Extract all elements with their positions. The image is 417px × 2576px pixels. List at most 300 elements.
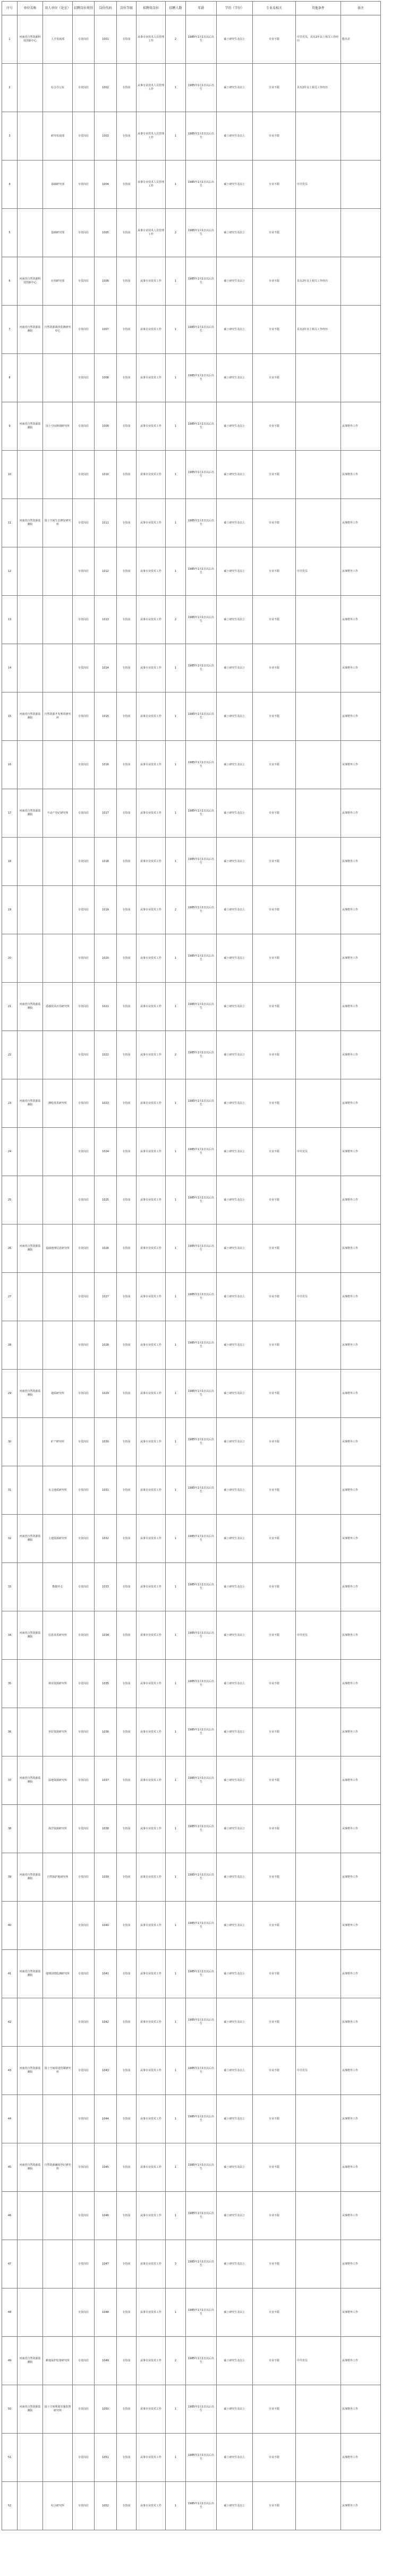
table-cell: 从事野外工作 xyxy=(341,1902,381,1950)
table-cell: 专业不限 xyxy=(253,2047,296,2095)
table-cell xyxy=(296,934,341,983)
table-cell: 1040 xyxy=(95,1902,117,1950)
table-cell: 1985年1月1日以后出生 xyxy=(186,1660,217,1708)
table-cell: 1985年1月1日以后出生 xyxy=(186,15,217,64)
table-cell: 1 xyxy=(166,934,186,983)
table-cell xyxy=(296,1708,341,1756)
table-cell: 1 xyxy=(166,1370,186,1418)
table-cell xyxy=(43,354,73,402)
table-cell: 1044 xyxy=(95,2095,117,2143)
table-cell: 从事专业技术工作 xyxy=(137,644,166,692)
table-cell: 1033 xyxy=(95,1563,117,1611)
table-cell: 专技岗 xyxy=(117,1418,137,1466)
table-cell: 专业不限 xyxy=(253,596,296,644)
table-cell: 专业不限 xyxy=(253,547,296,596)
table-cell: 专技岗位 xyxy=(73,1611,95,1660)
table-row xyxy=(2,2095,381,2143)
table-cell xyxy=(43,2434,73,2482)
header-cell: 序号 xyxy=(2,2,18,15)
table-cell xyxy=(341,112,381,161)
table-cell: 11 xyxy=(2,499,18,547)
table-cell: 专技岗 xyxy=(117,1998,137,2047)
table-cell: 专技岗位 xyxy=(73,2095,95,2143)
table-cell xyxy=(43,1321,73,1370)
table-cell: 从事野外工作 xyxy=(341,1515,381,1563)
table-cell: 1985年1月1日以后出生 xyxy=(186,2434,217,2482)
table-cell: 1 xyxy=(166,1660,186,1708)
table-cell: 1045 xyxy=(95,2143,117,2192)
table-cell: 专技岗 xyxy=(117,789,137,838)
table-cell: 1002 xyxy=(95,64,117,112)
table-cell: 42 xyxy=(2,1998,18,2047)
table-cell: 43 xyxy=(2,2047,18,2095)
table-cell: 专业不限 xyxy=(253,1756,296,1805)
table-cell: 专技岗位 xyxy=(73,644,95,692)
table-cell: 专业不限 xyxy=(253,15,296,64)
table-cell: 专技岗 xyxy=(117,1660,137,1708)
table-cell: 专业不限 xyxy=(253,257,296,306)
table-cell: 专技岗 xyxy=(117,354,137,402)
table-cell xyxy=(296,2288,341,2337)
table-cell: 专技岗 xyxy=(117,1079,137,1128)
table-cell: 1985年1月1日以后出生 xyxy=(186,209,217,257)
table-cell xyxy=(18,1708,43,1756)
table-cell: 2 xyxy=(166,596,186,644)
table-cell: 1985年1月1日以后出生 xyxy=(186,1708,217,1756)
table-cell: 专业不限 xyxy=(253,1708,296,1756)
table-cell: 中共党员 xyxy=(296,2337,341,2385)
table-cell: 专技岗位 xyxy=(73,789,95,838)
table-cell: 河南省自然资源监测院 xyxy=(18,789,43,838)
table-cell: 专技岗 xyxy=(117,1370,137,1418)
table-cell: 专业不限 xyxy=(253,354,296,402)
table-cell: 39 xyxy=(2,1853,18,1902)
table-cell: 1017 xyxy=(95,789,117,838)
table-cell: 从事野外工作 xyxy=(341,692,381,741)
table-cell: 从事专业技术工作 xyxy=(137,2192,166,2240)
table-cell: 专技岗位 xyxy=(73,692,95,741)
table-cell xyxy=(296,1902,341,1950)
table-cell: 从事野外工作 xyxy=(341,2482,381,2530)
table-cell: 河南省自然资源监测院 xyxy=(18,1950,43,1998)
table-cell: 专技岗位 xyxy=(73,499,95,547)
table-cell: 35 xyxy=(2,1660,18,1708)
table-cell: 1985年1月1日以后出生 xyxy=(186,64,217,112)
table-cell: 专技岗位 xyxy=(73,209,95,257)
table-cell: 硕士研究生及以上 xyxy=(217,1176,253,1224)
table-cell: 硕士研究生及以上 xyxy=(217,1224,253,1273)
table-cell xyxy=(18,354,43,402)
table-cell: 2 xyxy=(166,15,186,64)
table-cell: 硕士研究生及以上 xyxy=(217,2288,253,2337)
table-cell: 1985年1月1日以后出生 xyxy=(186,1563,217,1611)
table-cell: 1985年1月1日以后出生 xyxy=(186,1273,217,1321)
table-row xyxy=(2,2337,381,2385)
table-cell: 专业不限 xyxy=(253,1563,296,1611)
table-cell: 河南省自然资源监测院 xyxy=(18,2385,43,2434)
table-cell: 专业不限 xyxy=(253,741,296,789)
table-cell: 1 xyxy=(166,1902,186,1950)
table-cell: 从事专业技术人员管理工作 xyxy=(137,161,166,209)
table-cell: 专技岗 xyxy=(117,161,137,209)
table-cell: 25 xyxy=(2,1176,18,1224)
table-cell: 河南省自然资源监测院 xyxy=(18,1611,43,1660)
table-cell: 12 xyxy=(2,547,18,596)
table-cell: 基础地理信息研究所 xyxy=(43,1224,73,1273)
table-cell: 专技岗位 xyxy=(73,1950,95,1998)
table-cell: 1985年1月1日以后出生 xyxy=(186,2095,217,2143)
table-cell: 1985年1月1日以后出生 xyxy=(186,257,217,306)
table-row xyxy=(2,1273,381,1321)
table-cell: 专业不限 xyxy=(253,2288,296,2337)
table-cell: 硕士研究生及以上 xyxy=(217,451,253,499)
table-cell: 1031 xyxy=(95,1466,117,1515)
table-cell: 测绘技术研究所 xyxy=(43,1079,73,1128)
table-cell: 水文地质研究所 xyxy=(43,1466,73,1515)
table-row xyxy=(2,692,381,741)
table-cell: 专业不限 xyxy=(253,838,296,886)
table-cell: 5 xyxy=(2,209,18,257)
table-cell xyxy=(43,596,73,644)
table-cell: 专技岗 xyxy=(117,1708,137,1756)
table-cell: 专业不限 xyxy=(253,1418,296,1466)
table-cell: 专业不限 xyxy=(253,1805,296,1853)
table-cell: 从事专业技术工作 xyxy=(137,1950,166,1998)
recruitment-table xyxy=(2,1,381,2530)
table-cell: 1004 xyxy=(95,161,117,209)
table-cell: 从事野外工作 xyxy=(341,1466,381,1515)
table-cell: 硕士研究生及以上 xyxy=(217,2385,253,2434)
table-cell: 硕士研究生及以上 xyxy=(217,1273,253,1321)
table-cell xyxy=(18,547,43,596)
table-cell: 26 xyxy=(2,1224,18,1273)
table-cell: 从事专业技术人员管理工作 xyxy=(137,209,166,257)
table-cell: 1985年1月1日以后出生 xyxy=(186,2047,217,2095)
table-cell xyxy=(296,1950,341,1998)
table-cell xyxy=(296,1031,341,1079)
table-cell: 从事野外工作 xyxy=(341,2288,381,2337)
table-cell: 1 xyxy=(166,402,186,451)
table-cell: 从事专业技术工作 xyxy=(137,1611,166,1660)
table-cell: 1985年1月1日以后出生 xyxy=(186,1418,217,1466)
table-cell: 1985年1月1日以后出生 xyxy=(186,112,217,161)
table-cell: 30 xyxy=(2,1418,18,1466)
table-cell: 从事野外工作 xyxy=(341,1563,381,1611)
table-cell: 信息技术研究所 xyxy=(43,1611,73,1660)
table-cell: 1985年1月1日以后出生 xyxy=(186,2192,217,2240)
table-cell: 硕士研究生及以上 xyxy=(217,789,253,838)
table-cell: 从事野外工作 xyxy=(341,1273,381,1321)
table-cell xyxy=(18,1805,43,1853)
table-cell: 硕士研究生及以上 xyxy=(217,402,253,451)
table-cell: 2 xyxy=(166,886,186,934)
table-cell: 专业不限 xyxy=(253,1660,296,1708)
table-cell: 专技岗位 xyxy=(73,64,95,112)
table-cell: 专技岗位 xyxy=(73,1805,95,1853)
table-cell: 从事野外工作 xyxy=(341,934,381,983)
table-cell: 从事专业技术工作 xyxy=(137,2434,166,2482)
table-row xyxy=(2,1563,381,1611)
table-cell xyxy=(18,1563,43,1611)
table-cell: 专技岗 xyxy=(117,692,137,741)
table-row xyxy=(2,15,381,64)
table-cell xyxy=(296,209,341,257)
table-cell: 1 xyxy=(166,64,186,112)
table-cell: 1985年1月1日以后出生 xyxy=(186,1611,217,1660)
table-cell xyxy=(18,209,43,257)
table-cell xyxy=(43,644,73,692)
table-cell: 专技岗 xyxy=(117,1950,137,1998)
table-cell: 专技岗 xyxy=(117,2337,137,2385)
table-cell: 从事专业技术工作 xyxy=(137,1708,166,1756)
table-cell: 专业不限 xyxy=(253,306,296,354)
table-cell: 6 xyxy=(2,257,18,306)
table-cell: 专技岗 xyxy=(117,1031,137,1079)
table-cell: 硕士研究生及以上 xyxy=(217,306,253,354)
table-cell xyxy=(18,1176,43,1224)
header-row xyxy=(2,2,381,15)
table-cell: 1 xyxy=(166,306,186,354)
table-row xyxy=(2,64,381,112)
table-cell xyxy=(43,2192,73,2240)
header-cell: 用人单位（处室） xyxy=(43,2,73,15)
table-cell: 专技岗 xyxy=(117,596,137,644)
table-cell: 1985年1月1日以后出生 xyxy=(186,983,217,1031)
table-cell: 专业不限 xyxy=(253,451,296,499)
table-cell: 专技岗位 xyxy=(73,2288,95,2337)
table-cell: 1985年1月1日以后出生 xyxy=(186,2288,217,2337)
table-cell: 专技岗位 xyxy=(73,112,95,161)
table-cell: 自然资源调查监测研究中心 xyxy=(43,306,73,354)
table-cell xyxy=(18,934,43,983)
table-cell: 从事专业技术工作 xyxy=(137,1418,166,1466)
table-row xyxy=(2,402,381,451)
table-cell xyxy=(296,1466,341,1515)
table-cell: 从事野外工作 xyxy=(341,1950,381,1998)
table-cell: 专业不限 xyxy=(253,1079,296,1128)
table-cell: 从事专业技术工作 xyxy=(137,1321,166,1370)
table-cell: 硕士研究生及以上 xyxy=(217,1466,253,1515)
table-cell: 国土空间规划研究所 xyxy=(43,402,73,451)
table-cell: 1 xyxy=(166,1708,186,1756)
table-cell: 1985年1月1日以后出生 xyxy=(186,838,217,886)
table-cell: 1 xyxy=(166,692,186,741)
table-cell: 硕士研究生及以上 xyxy=(217,2143,253,2192)
table-cell: 中共党员 xyxy=(296,1128,341,1176)
table-cell: 硕士研究生及以上 xyxy=(217,596,253,644)
table-cell: 从事野外工作 xyxy=(341,1370,381,1418)
table-cell: 专技岗 xyxy=(117,2240,137,2288)
table-cell: 从事专业技术工作 xyxy=(137,934,166,983)
table-cell: 专技岗 xyxy=(117,1176,137,1224)
table-cell: 专技岗位 xyxy=(73,547,95,596)
table-cell: 硕士研究生及以上 xyxy=(217,547,253,596)
table-cell: 7 xyxy=(2,306,18,354)
table-row xyxy=(2,983,381,1031)
table-cell: 1039 xyxy=(95,1853,117,1902)
table-cell: 1 xyxy=(166,1853,186,1902)
table-cell: 2 xyxy=(166,1031,186,1079)
header-cell: 年龄 xyxy=(186,2,217,15)
table-cell: 专技岗 xyxy=(117,1128,137,1176)
table-cell: 从事野外工作 xyxy=(341,2095,381,2143)
table-cell: 河南省自然资源监测院 xyxy=(18,402,43,451)
table-cell: 专业不限 xyxy=(253,692,296,741)
table-cell xyxy=(296,1805,341,1853)
table-cell: 专技岗位 xyxy=(73,451,95,499)
table-cell: 专技岗 xyxy=(117,547,137,596)
table-cell: 1985年1月1日以后出生 xyxy=(186,1756,217,1805)
table-cell: 1985年1月1日以后出生 xyxy=(186,1853,217,1902)
table-cell xyxy=(296,741,341,789)
table-row xyxy=(2,1224,381,1273)
table-cell: 专技岗 xyxy=(117,2047,137,2095)
table-cell: 3 xyxy=(2,112,18,161)
table-cell: 硕士研究生及以上 xyxy=(217,2337,253,2385)
table-cell: 专技岗位 xyxy=(73,1660,95,1708)
table-cell: 38 xyxy=(2,1805,18,1853)
table-cell: 专业不限 xyxy=(253,1273,296,1321)
table-cell: 从事专业技术工作 xyxy=(137,1805,166,1853)
table-cell xyxy=(43,547,73,596)
table-cell: 专业不限 xyxy=(253,1176,296,1224)
table-cell: 1985年1月1日以后出生 xyxy=(186,1128,217,1176)
table-cell: 从事专业技术工作 xyxy=(137,1998,166,2047)
table-cell: 专技岗位 xyxy=(73,1853,95,1902)
table-cell: 1985年1月1日以后出生 xyxy=(186,1321,217,1370)
table-cell: 从事专业技术工作 xyxy=(137,1128,166,1176)
table-cell: 1 xyxy=(166,2434,186,2482)
table-cell: 1025 xyxy=(95,1176,117,1224)
table-cell: 1 xyxy=(166,2192,186,2240)
table-cell: 4 xyxy=(2,161,18,209)
table-cell: 数据中心 xyxy=(43,1563,73,1611)
table-cell: 专业不限 xyxy=(253,2337,296,2385)
table-cell: 1 xyxy=(166,2482,186,2530)
table-cell: 8 xyxy=(2,354,18,402)
table-cell: 专业不限 xyxy=(253,1515,296,1563)
table-cell: 1038 xyxy=(95,1805,117,1853)
table-cell: 中共党员，具有2年以上相关工作经历 xyxy=(296,15,341,64)
table-row xyxy=(2,161,381,209)
table-cell xyxy=(296,499,341,547)
table-cell: 专技岗 xyxy=(117,2288,137,2337)
table-cell: 河南省自然资源监测院 xyxy=(18,983,43,1031)
table-cell: 从事专业技术工作 xyxy=(137,499,166,547)
table-cell: 46 xyxy=(2,2192,18,2240)
table-cell: 硕士研究生及以上 xyxy=(217,2192,253,2240)
table-cell xyxy=(296,596,341,644)
table-cell: 河南省自然资源监测院 xyxy=(18,1756,43,1805)
table-cell: 从事专业技术工作 xyxy=(137,1902,166,1950)
table-cell: 从事专业技术工作 xyxy=(137,257,166,306)
table-cell: 专技岗 xyxy=(117,1321,137,1370)
table-cell: 从事野外工作 xyxy=(341,1079,381,1128)
table-cell: 专技岗 xyxy=(117,209,137,257)
table-cell: 河南省自然资源监测院 xyxy=(18,1224,43,1273)
table-row xyxy=(2,1370,381,1418)
table-cell: 1003 xyxy=(95,112,117,161)
table-row xyxy=(2,1515,381,1563)
table-cell: 专技岗位 xyxy=(73,1031,95,1079)
table-cell: 29 xyxy=(2,1370,18,1418)
table-cell: 专技岗位 xyxy=(73,1321,95,1370)
table-cell: 1985年1月1日以后出生 xyxy=(186,789,217,838)
table-cell: 不动产登记研究所 xyxy=(43,789,73,838)
table-cell: 1037 xyxy=(95,1756,117,1805)
table-cell: 专业不限 xyxy=(253,2143,296,2192)
table-row xyxy=(2,838,381,886)
header-cell: 专业及相关 xyxy=(253,2,296,15)
table-cell: 从事专业技术工作 xyxy=(137,1370,166,1418)
table-cell: 专技岗 xyxy=(117,1902,137,1950)
table-cell xyxy=(18,1660,43,1708)
table-cell: 从事野外工作 xyxy=(341,1611,381,1660)
table-row xyxy=(2,596,381,644)
table-cell xyxy=(296,1563,341,1611)
table-cell: 具有2年以上相关工作经历 xyxy=(296,257,341,306)
table-cell: 矿产研究所 xyxy=(43,1418,73,1466)
table-cell: 中共党员 xyxy=(296,1611,341,1660)
table-cell: 2 xyxy=(166,2337,186,2385)
table-cell: 37 xyxy=(2,1756,18,1805)
table-cell: 河南省自然资源监测院 xyxy=(18,2047,43,2095)
table-cell: 1047 xyxy=(95,2240,117,2288)
table-cell: 1028 xyxy=(95,1321,117,1370)
table-cell xyxy=(296,644,341,692)
table-cell: 从事野外工作 xyxy=(341,1031,381,1079)
table-cell: 从事专业技术工作 xyxy=(137,1515,166,1563)
table-cell: 1007 xyxy=(95,306,117,354)
table-cell: 从事野外工作 xyxy=(341,596,381,644)
table-cell: 从事野外工作 xyxy=(341,2143,381,2192)
table-cell: 从事野外工作 xyxy=(341,1418,381,1466)
table-cell xyxy=(296,1998,341,2047)
table-cell xyxy=(296,2482,341,2530)
table-cell: 1985年1月1日以后出生 xyxy=(186,161,217,209)
table-cell: 从事专业技术工作 xyxy=(137,354,166,402)
table-cell xyxy=(296,1660,341,1708)
table-cell: 从事野外工作 xyxy=(341,2337,381,2385)
table-cell: 从事专业技术工作 xyxy=(137,838,166,886)
table-cell: 硕士研究生及以上 xyxy=(217,2047,253,2095)
table-cell xyxy=(341,306,381,354)
table-cell: 专技岗 xyxy=(117,934,137,983)
table-cell: 专业不限 xyxy=(253,886,296,934)
table-cell xyxy=(296,886,341,934)
table-cell: 专技岗位 xyxy=(73,1128,95,1176)
table-cell: 31 xyxy=(2,1466,18,1515)
table-cell: 从事专业技术工作 xyxy=(137,789,166,838)
table-cell: 51 xyxy=(2,2434,18,2482)
table-cell xyxy=(296,1079,341,1128)
table-cell: 1046 xyxy=(95,2192,117,2240)
table-row xyxy=(2,209,381,257)
table-cell: 48 xyxy=(2,2288,18,2337)
table-cell: 专技岗位 xyxy=(73,1176,95,1224)
table-cell: 从事专业技术人员管理工作 xyxy=(137,112,166,161)
table-row xyxy=(2,741,381,789)
table-cell: 专技岗位 xyxy=(73,2192,95,2240)
table-cell xyxy=(18,1998,43,2047)
table-cell: 专业不限 xyxy=(253,1370,296,1418)
table-cell: 河南省自然资源监测院 xyxy=(18,692,43,741)
table-cell: 1042 xyxy=(95,1998,117,2047)
table-cell: 1035 xyxy=(95,1660,117,1708)
table-cell: 专业不限 xyxy=(253,789,296,838)
table-cell xyxy=(43,1031,73,1079)
table-cell: 地质研究所 xyxy=(43,1370,73,1418)
